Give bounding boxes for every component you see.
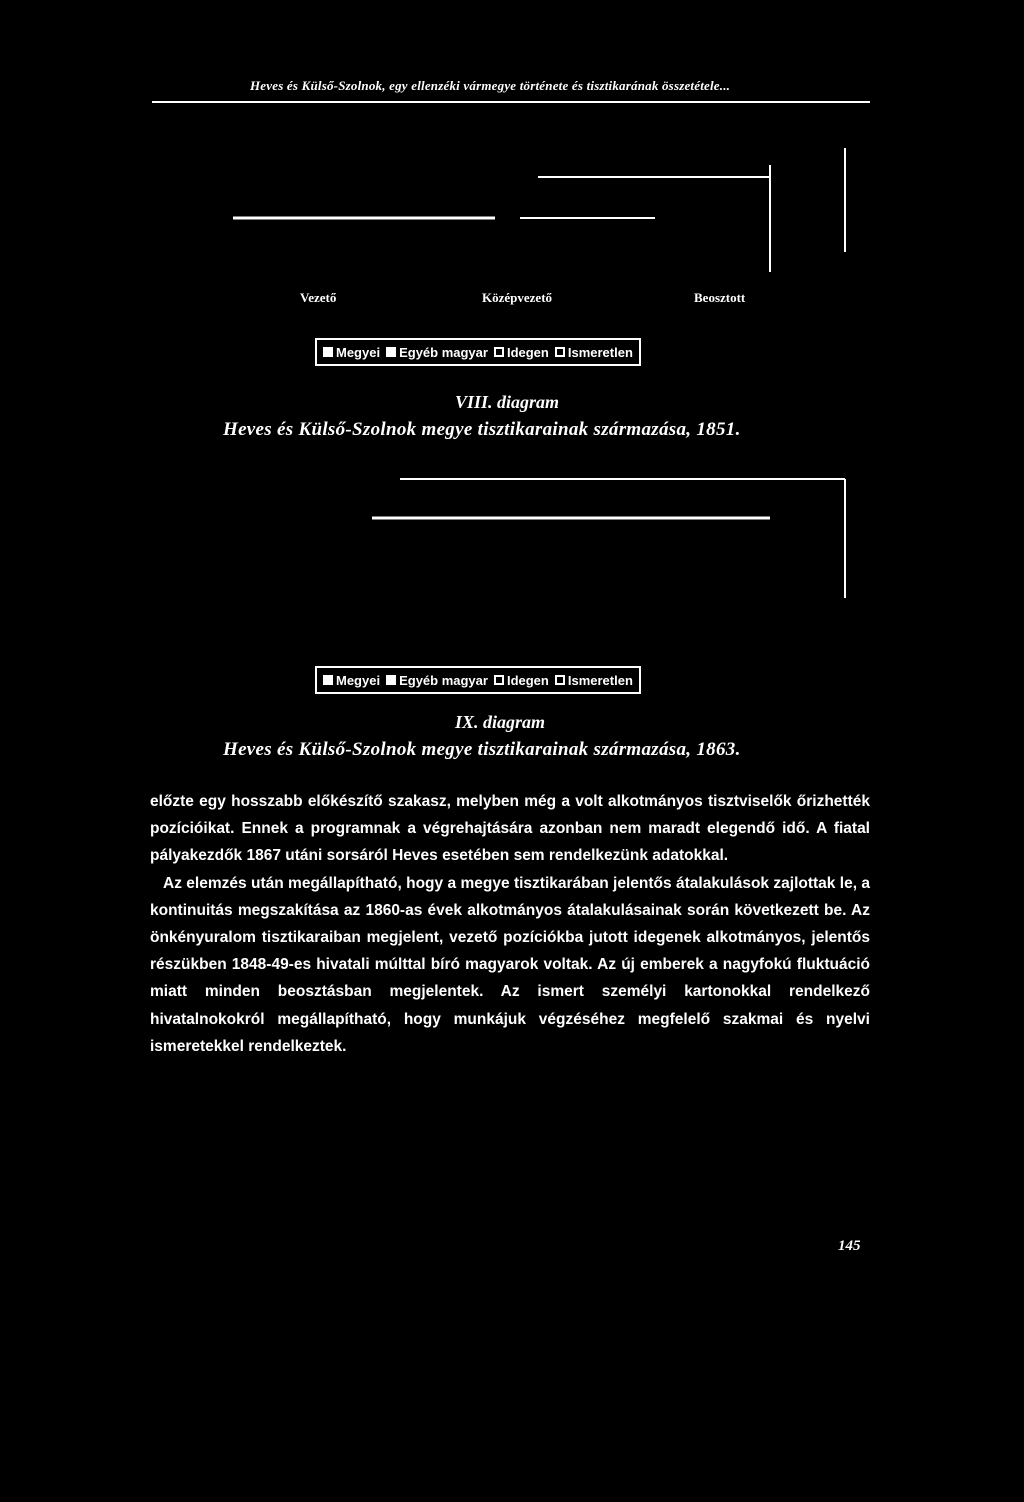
body-paragraph-2: Az elemzés után megállapítható, hogy a megye tisztikarában jelentős átalakulások zajlottak le, a kontinuitás megszakítása az 1860-as évek alkotmányos átalakulásainak során következett be. Az önkényuralom tisztikaraiban megjelent, vezető pozíciókba jutott idegenek alkotmányos, jelentős részükben 1848-49-es hivatali múlttal bíró magyarok voltak. Az új emberek a nagyfokú fluktuáció miatt minden beosztásban megjelentek. Az ismert személyi kartonokkal rendelkező hivatalnokokról megállapítható, hogy munkájuk végzéséhez megfelelő szakmai és nyelvi ismeretekkel rendelkeztek. <box>150 874 870 1055</box>
legend-label: Egyéb magyar <box>399 672 488 688</box>
diagram8-title: Heves és Külső-Szolnok megye tisztikarainak származása, 1851. <box>223 419 741 440</box>
legend-swatch-filled <box>386 347 396 357</box>
body-paragraph-1: előzte egy hosszabb előkészítő szakasz, melyben még a volt alkotmányos tisztviselők őrizhették pozícióikat. Ennek a programnak a végrehajtására azonban nem maradt elegendő idő. A fiatal pályakezdők 1867 utáni sorsáról Heves esetében sem rendelkezünk adatokkal. <box>150 793 870 865</box>
page-number: 145 <box>838 1238 861 1254</box>
legend-swatch-empty <box>494 675 504 685</box>
legend-label: Idegen <box>506 672 549 688</box>
legend-item-egyeb-magyar <box>386 673 488 688</box>
category-label-vezeto: Vezető <box>300 290 337 305</box>
diagram8-legend <box>315 338 641 366</box>
legend-swatch-empty <box>555 347 565 357</box>
legend-item-idegen <box>494 345 549 360</box>
legend-item-ismeretlen <box>555 345 633 360</box>
legend-label: Megyei <box>336 344 381 360</box>
legend-swatch-empty <box>494 347 504 357</box>
legend-item-megyei <box>323 345 380 360</box>
legend-swatch-filled <box>386 675 396 685</box>
body-text <box>150 788 870 1060</box>
legend-label: Ismeretlen <box>567 344 633 360</box>
legend-item-idegen <box>494 673 549 688</box>
legend-swatch-filled <box>323 675 333 685</box>
legend-label: Egyéb magyar <box>399 344 488 360</box>
legend-item-megyei <box>323 673 380 688</box>
legend-label: Ismeretlen <box>567 672 633 688</box>
legend-label: Megyei <box>336 672 381 688</box>
running-head: Heves és Külső-Szolnok, egy ellenzéki vármegye története és tisztikarának összetétele... <box>250 78 731 93</box>
legend-swatch-empty <box>555 675 565 685</box>
diagram9-number: IX. diagram <box>455 712 546 732</box>
category-label-beosztott: Beosztott <box>694 290 746 305</box>
legend-item-ismeretlen <box>555 673 633 688</box>
diagram9-legend <box>315 666 641 694</box>
diagram9-title: Heves és Külső-Szolnok megye tisztikarainak származása, 1863. <box>223 739 741 760</box>
category-label-kozepvezeto: Középvezető <box>482 290 553 305</box>
diagram8-number: VIII. diagram <box>455 392 560 412</box>
legend-item-egyeb-magyar <box>386 345 488 360</box>
legend-swatch-filled <box>323 347 333 357</box>
legend-label: Idegen <box>506 344 549 360</box>
